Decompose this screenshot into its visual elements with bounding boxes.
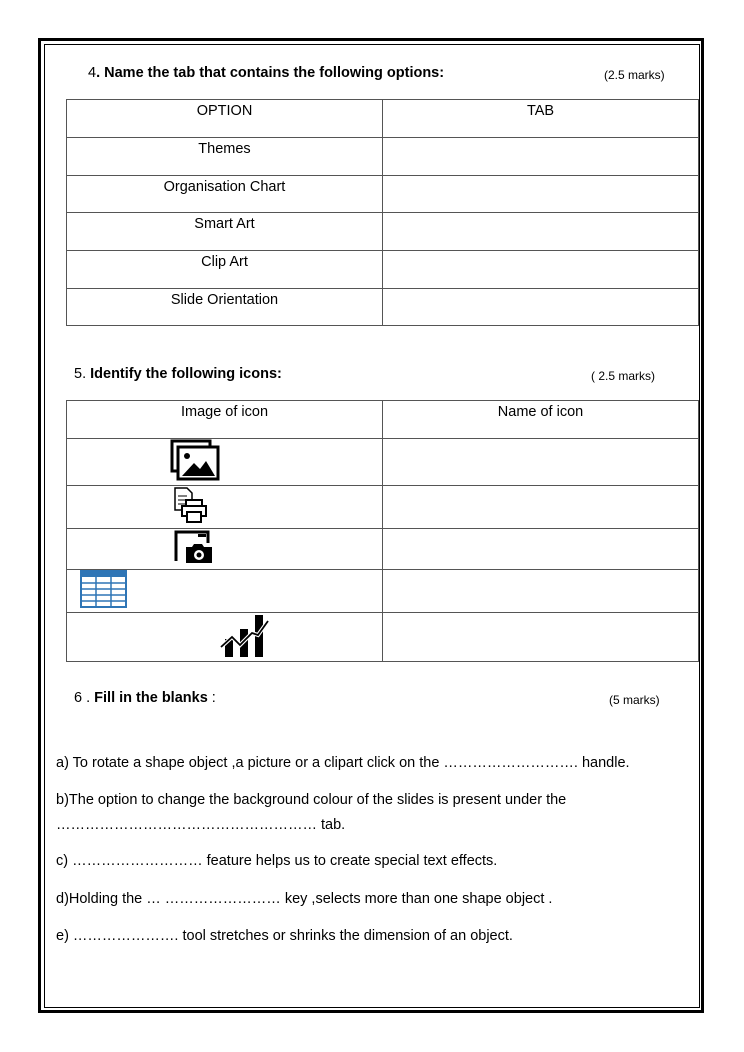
answer-cell[interactable] xyxy=(383,213,699,251)
question-number: 5. xyxy=(74,366,87,382)
icons-table xyxy=(66,400,699,662)
header-name: Name of icon xyxy=(383,401,699,439)
question-6-heading xyxy=(74,690,216,706)
answer-cell[interactable] xyxy=(383,439,699,486)
print-preview-icon xyxy=(171,486,211,524)
fill-blank-e[interactable]: e) …………………. tool stretches or shrinks the dimension of an object. xyxy=(56,928,513,944)
question-number: 6 . xyxy=(74,690,91,706)
fill-blank-d[interactable]: d)Holding the … …………………… key ,selects more than one shape object . xyxy=(56,891,553,907)
question-title: . Name the tab that contains the following options: xyxy=(96,65,445,81)
options-tab-table xyxy=(66,99,699,326)
header-tab: TAB xyxy=(383,100,699,138)
table-icon xyxy=(80,570,128,608)
fill-blank-b[interactable]: b)The option to change the background colour of the slides is present under the xyxy=(56,792,567,808)
answer-cell[interactable] xyxy=(383,529,699,570)
answer-cell[interactable] xyxy=(383,486,699,529)
question-title: Fill in the blanks xyxy=(94,690,208,706)
question-5-marks: ( 2.5 marks) xyxy=(591,369,656,383)
option-cell: Slide Orientation xyxy=(67,289,383,326)
header-image: Image of icon xyxy=(67,401,383,439)
screenshot-icon xyxy=(172,529,214,565)
option-cell: Themes xyxy=(67,138,383,176)
option-cell: Organisation Chart xyxy=(67,176,383,213)
option-cell: Clip Art xyxy=(67,251,383,289)
question-title: Identify the following icons: xyxy=(90,366,282,382)
answer-cell[interactable] xyxy=(383,570,699,613)
question-6-marks: (5 marks) xyxy=(609,693,660,707)
answer-cell[interactable] xyxy=(383,613,699,662)
question-4-marks: (2.5 marks) xyxy=(604,68,665,82)
answer-cell[interactable] xyxy=(383,176,699,213)
question-number: 4 xyxy=(88,65,97,81)
fill-blank-a[interactable]: a) To rotate a shape object ,a picture or a clipart click on the ………………………. handle. xyxy=(56,755,630,771)
colon: : xyxy=(207,690,216,706)
header-option: OPTION xyxy=(67,100,383,138)
question-5-heading xyxy=(74,366,282,382)
fill-blank-c[interactable]: c) ……………………… feature helps us to create special text effects. xyxy=(56,853,498,869)
pictures-icon xyxy=(170,439,220,481)
answer-cell[interactable] xyxy=(383,251,699,289)
fill-blank-b-cont[interactable]: ……………………………………………… tab. xyxy=(56,817,346,833)
answer-cell[interactable] xyxy=(383,289,699,326)
question-4-heading xyxy=(88,65,444,81)
option-cell: Smart Art xyxy=(67,213,383,251)
chart-icon xyxy=(220,613,270,657)
answer-cell[interactable] xyxy=(383,138,699,176)
